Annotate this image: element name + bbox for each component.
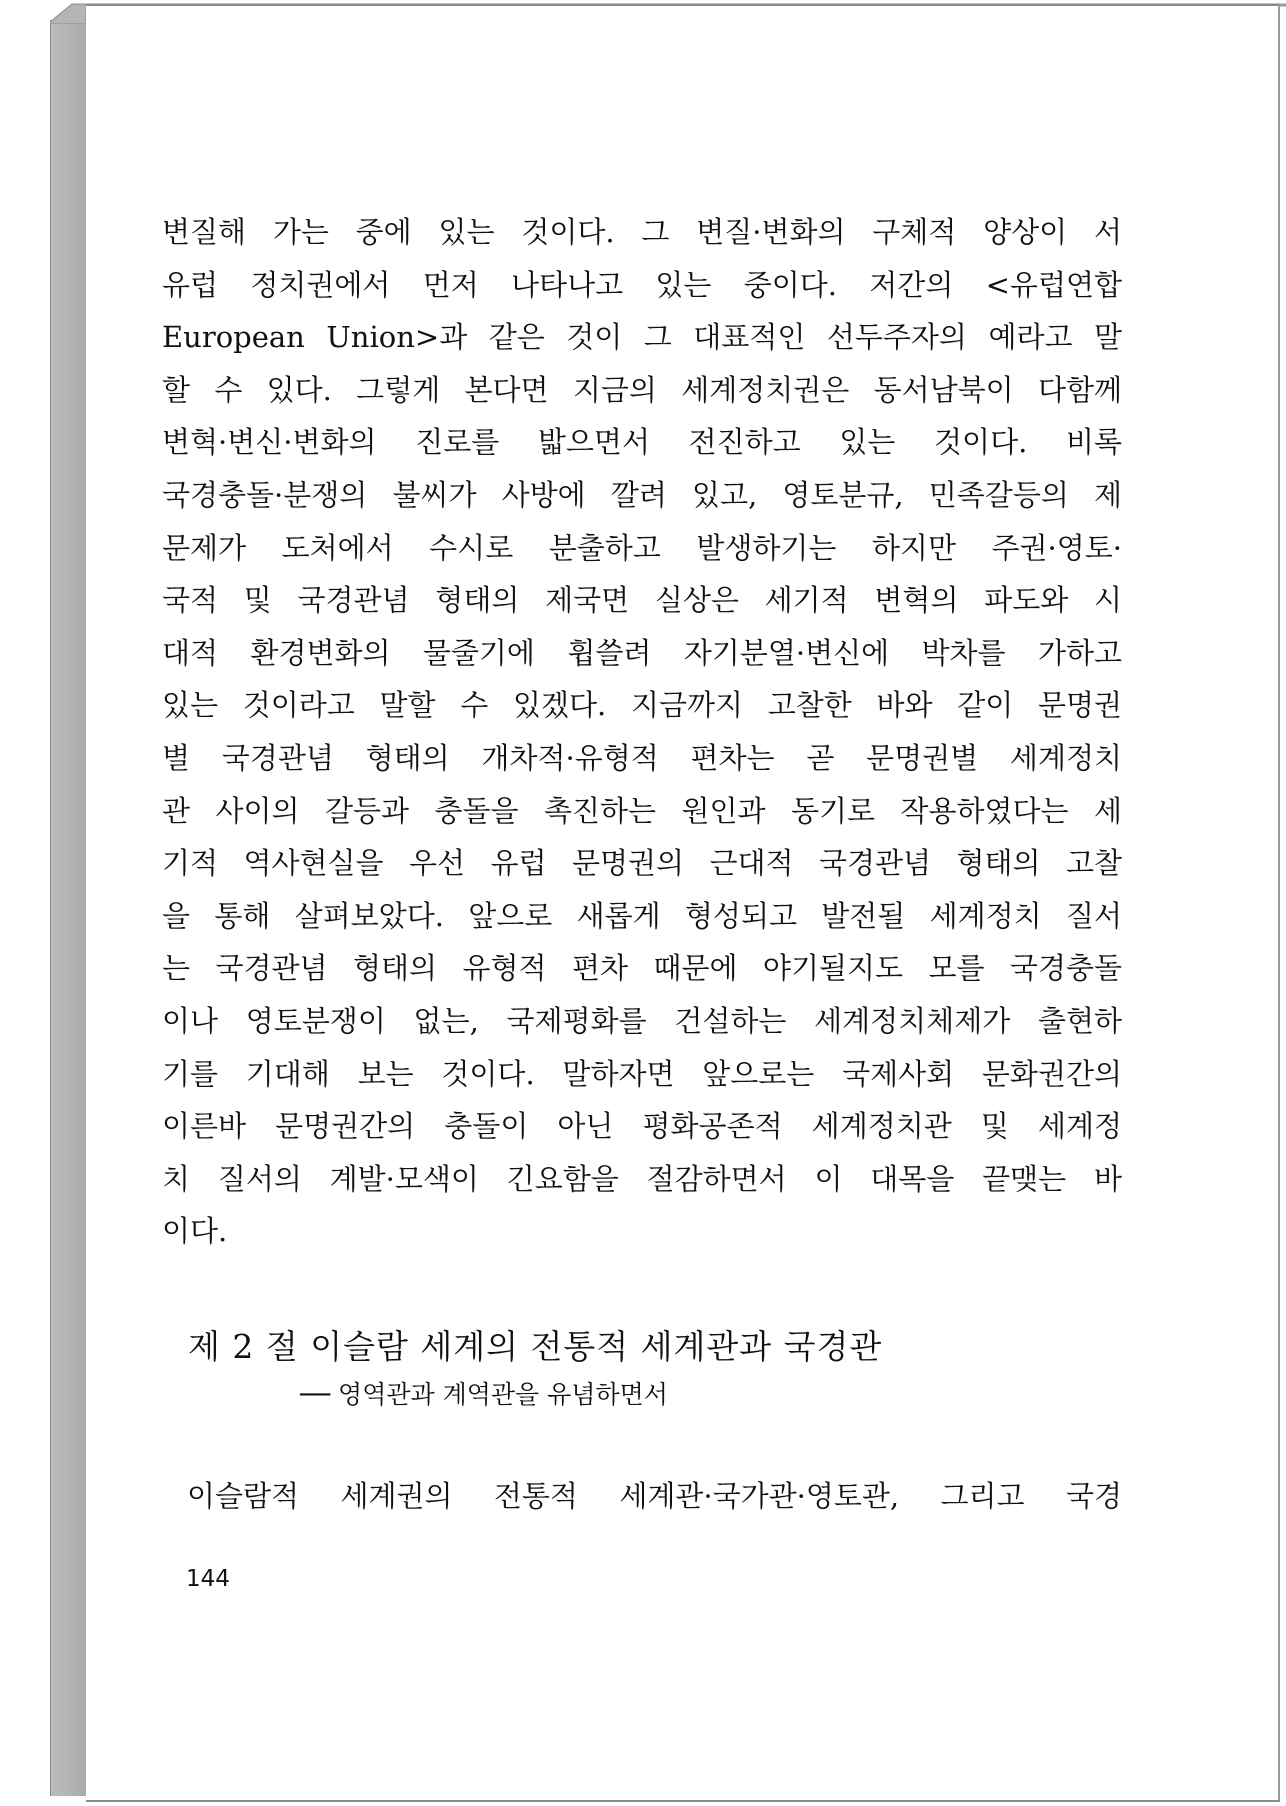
body-line: 국경충돌·분쟁의 불씨가 사방에 깔려 있고, 영토분규, 민족갈등의 제 xyxy=(162,477,1122,512)
book-spine xyxy=(50,20,87,1796)
section-subtitle: ── 영역관과 계역관을 유념하면서 xyxy=(300,1380,668,1409)
body-line: 이른바 문명권간의 충돌이 아닌 평화공존적 세계정치관 및 세계정 xyxy=(162,1109,1122,1144)
body-line: 이나 영토분쟁이 없는, 국제평화를 건설하는 세계정치체제가 출현하 xyxy=(162,1003,1122,1038)
body-line: 을 통해 살펴보았다. 앞으로 새롭게 형성되고 발전될 세계정치 질서 xyxy=(162,898,1122,933)
body-line: 관 사이의 갈등과 충돌을 촉진하는 원인과 동기로 작용하였다는 세 xyxy=(162,793,1122,828)
body-line: 대적 환경변화의 물줄기에 휩쓸려 자기분열·변신에 박차를 가하고 xyxy=(162,635,1122,670)
body-line: 유럽 정치권에서 먼저 나타나고 있는 중이다. 저간의 <유럽연합 xyxy=(162,267,1122,302)
body-line: 변혁·변신·변화의 진로를 밟으면서 전진하고 있는 것이다. 비록 xyxy=(162,425,1122,460)
body-line: 있는 것이라고 말할 수 있겠다. 지금까지 고찰한 바와 같이 문명권 xyxy=(162,688,1122,723)
body-line: 는 국경관념 형태의 유형적 편차 때문에 야기될지도 모를 국경충돌 xyxy=(162,951,1122,986)
body-paragraph xyxy=(162,206,1122,1258)
next-paragraph-start: 이슬람적 세계권의 전통적 세계관·국가관·영토관, 그리고 국경 xyxy=(187,1479,1122,1513)
section-title: 제 2 절 이슬람 세계의 전통적 세계관과 국경관 xyxy=(188,1327,883,1366)
body-line: 별 국경관념 형태의 개차적·유형적 편차는 곧 문명권별 세계정치 xyxy=(162,740,1122,775)
body-line: 기를 기대해 보는 것이다. 말하자면 앞으로는 국제사회 문화권간의 xyxy=(162,1056,1122,1091)
body-line: 이다. xyxy=(162,1214,228,1249)
body-line: European Union>과 같은 것이 그 대표적인 선두주자의 예라고 말 xyxy=(162,320,1122,355)
body-line: 국적 및 국경관념 형태의 제국면 실상은 세기적 변혁의 파도와 시 xyxy=(162,583,1122,618)
page-number: 144 xyxy=(186,1566,230,1592)
body-line: 변질해 가는 중에 있는 것이다. 그 변질·변화의 구체적 양상이 서 xyxy=(162,215,1122,249)
body-line: 문제가 도처에서 수시로 분출하고 발생하기는 하지만 주권·영토· xyxy=(162,530,1122,565)
body-line: 할 수 있다. 그렇게 본다면 지금의 세계정치권은 동서남북이 다함께 xyxy=(162,372,1122,407)
body-line: 기적 역사현실을 우선 유럽 문명권의 근대적 국경관념 형태의 고찰 xyxy=(162,846,1122,881)
body-line: 치 질서의 계발·모색이 긴요함을 절감하면서 이 대목을 끝맺는 바 xyxy=(162,1161,1122,1196)
